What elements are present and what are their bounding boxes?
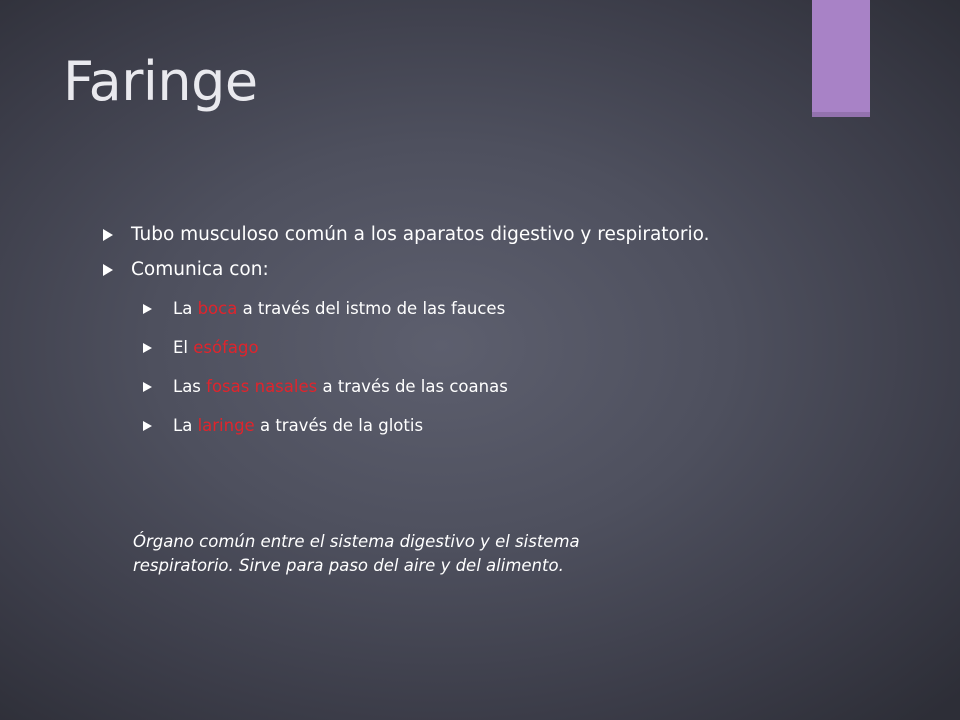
bullet-arrow-icon — [143, 304, 152, 314]
bullet-item — [103, 222, 803, 247]
bullet-arrow-icon — [103, 264, 113, 276]
sub-bullet-prefix: La — [173, 416, 198, 435]
bullet-arrow-icon — [103, 229, 113, 241]
sub-bullet-prefix: El — [173, 338, 194, 357]
sub-bullet-item — [103, 337, 803, 359]
summary-note-line-2: respiratorio. Sirve para paso del aire y del alimento. — [133, 556, 564, 575]
slide-title: Faringe — [63, 50, 258, 113]
bullet-arrow-icon — [143, 382, 152, 392]
bullet-list — [103, 222, 803, 454]
sub-bullet-suffix: a través de la glotis — [254, 416, 424, 435]
sub-bullet-prefix: La — [173, 299, 198, 318]
highlighted-term: esófago — [193, 338, 259, 357]
bullet-arrow-icon — [143, 421, 152, 431]
accent-bar — [812, 0, 870, 117]
highlighted-term: boca — [197, 299, 238, 318]
sub-bullet-item — [103, 298, 803, 320]
bullet-text: Comunica con: — [131, 259, 269, 280]
highlighted-term: fosas nasales — [206, 377, 318, 396]
summary-note-line-1: Órgano común entre el sistema digestivo y el sistema — [133, 532, 580, 551]
summary-note — [133, 530, 773, 578]
sub-bullet-prefix: Las — [173, 377, 207, 396]
highlighted-term: laringe — [197, 416, 255, 435]
bullet-arrow-icon — [143, 343, 152, 353]
bullet-text: Tubo musculoso común a los aparatos digestivo y respiratorio. — [131, 224, 710, 245]
sub-bullet-item — [103, 376, 803, 398]
sub-bullet-item — [103, 415, 803, 437]
sub-bullet-suffix: a través del istmo de las fauces — [237, 299, 506, 318]
bullet-item — [103, 257, 803, 282]
sub-bullet-suffix: a través de las coanas — [317, 377, 508, 396]
